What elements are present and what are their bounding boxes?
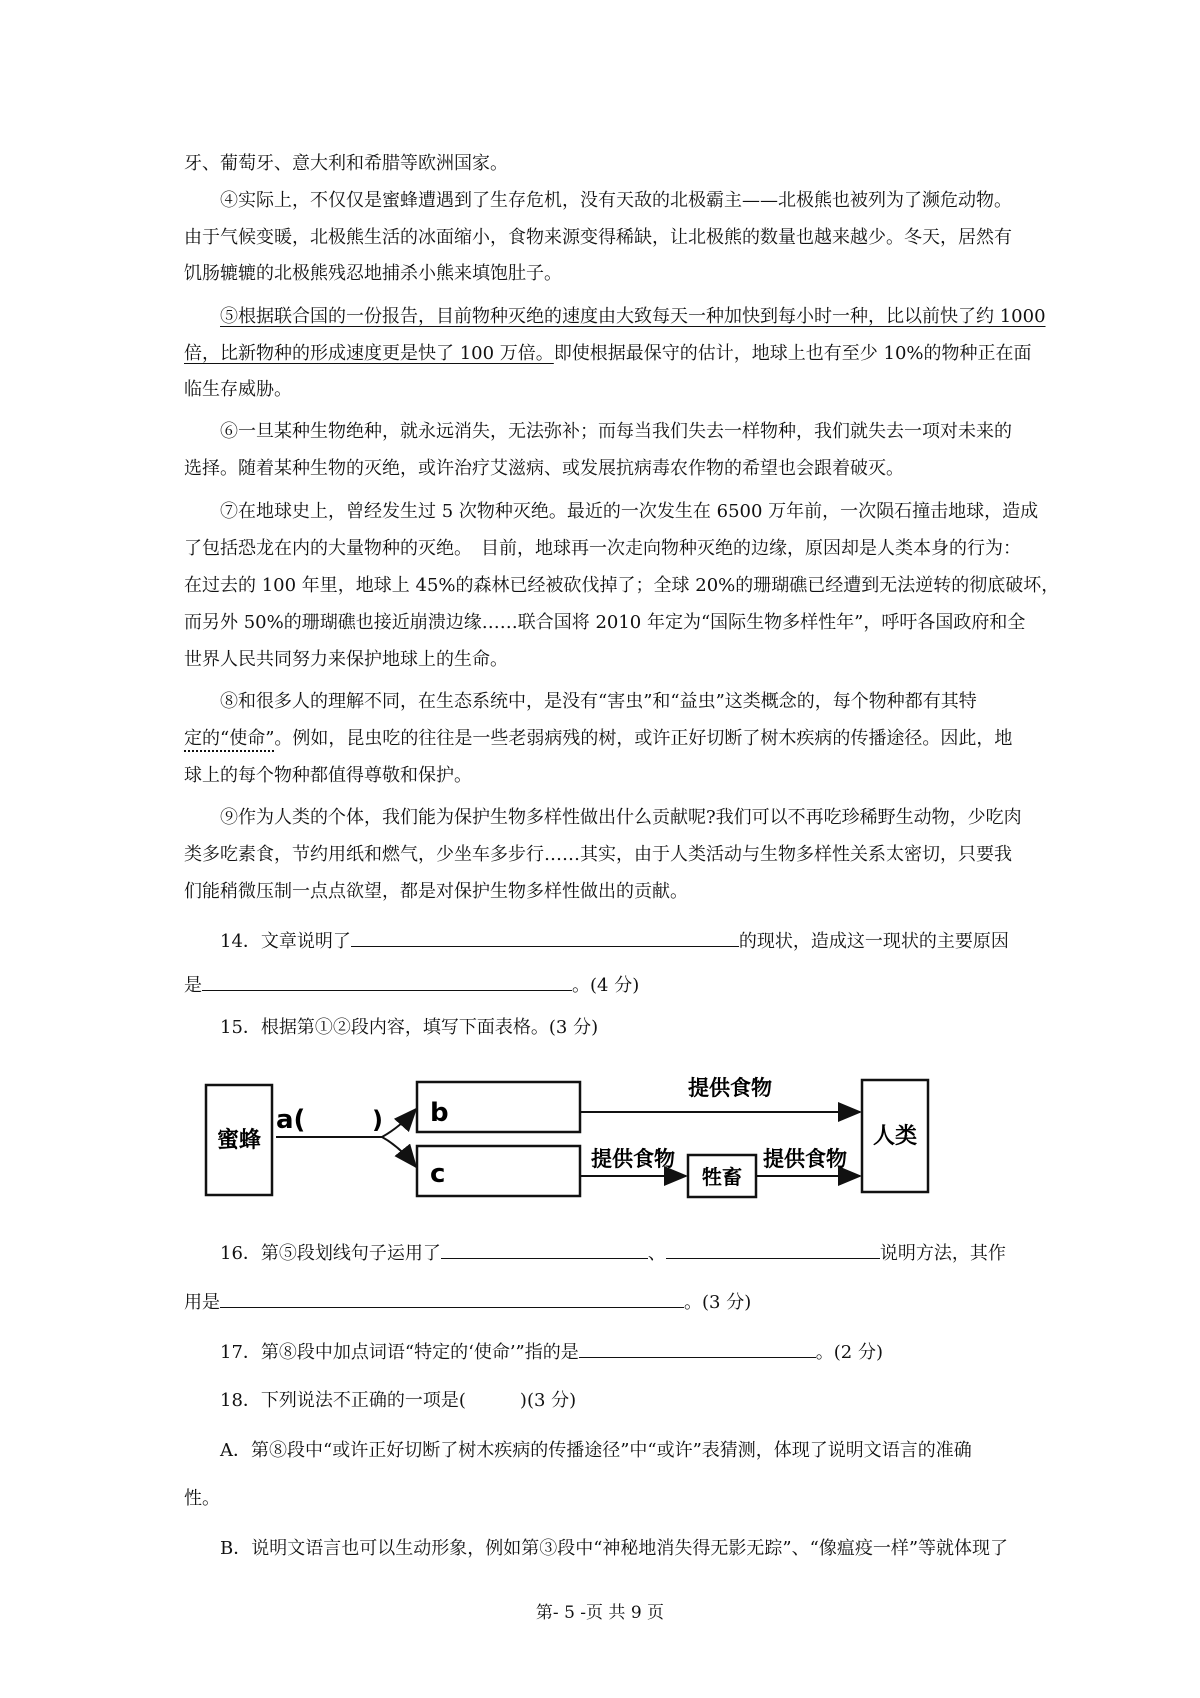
underlined-sentence-end: 倍，比新物种的形成速度更是快了 100 万倍。 [184,343,554,364]
question-16-score: 。(3 分) [684,1292,752,1313]
question-17-prompt: 17．第⑧段中加点词语“特定的‘使命’”指的是 [220,1342,579,1363]
paragraph-4-line: ④实际上，不仅仅是蜜蜂遭遇到了生存危机，没有天敌的北极霸主——北极熊也被列为了濒危动物。 [220,190,1012,211]
c-label: c [430,1159,446,1189]
a-blank-close: ) [372,1106,383,1134]
text-line: 了包括恐龙在内的大量物种的灭绝。 目前，地球再一次走向物种灭绝的边缘，原因却是人类本身的行为： [184,538,1021,559]
option-a-line-2: 性。 [184,1488,220,1509]
question-14-score: 。(4 分) [572,975,640,996]
text-line: 类多吃素食，节约用纸和燃气，少坐车多步行……其实，由于人类活动与生物多样性关系太密切，只要我 [184,844,1012,865]
paragraph-9-line: ⑨作为人类的个体，我们能为保护生物多样性做出什么贡献呢?我们可以不再吃珍稀野生动物，少吃肉 [220,807,1022,828]
humans-label: 人类 [872,1124,918,1149]
paragraph-5-underlined-line: ⑤根据联合国的一份报告，目前物种灭绝的速度由大致每天一种加快到每小时一种，比以前快了约 1000 [220,306,1046,327]
text-line: 饥肠辘辘的北极熊残忍地捕杀小熊来填饱肚子。 [184,263,562,284]
a-blank-open: a( [276,1105,306,1135]
question-14-prompt-cont: 是 [184,975,202,996]
b-label: b [430,1098,449,1128]
text-line: 而另外 50%的珊瑚礁也接近崩溃边缘……联合国将 2010 年定为“国际生物多样性年”，呼吁各国政府和全 [184,612,1026,633]
question-16-line-1 [220,1240,1006,1266]
text-line: 们能稍微压制一点点欲望，都是对保护生物多样性做出的贡献。 [184,881,688,902]
separator: 、 [647,1243,666,1264]
provide-food-label: 提供食物 [591,1147,675,1171]
question-16-prompt-cont: 说明方法，其作 [879,1243,1006,1264]
dotted-phrase: 定的“使命” [184,728,275,749]
option-a-line-1: A．第⑧段中“或许正好切断了树木疾病的传播途径”中“或许”表猜测，体现了说明文语言的准确 [220,1440,972,1461]
bee-food-chain-diagram [200,1055,1040,1205]
text-line: 牙、葡萄牙、意大利和希腊等欧洲国家。 [184,153,508,174]
paragraph-8-line: ⑧和很多人的理解不同，在生态系统中，是没有“害虫”和“益虫”这类概念的，每个物种都有其特 [220,691,977,712]
text-line: 由于气候变暖，北极熊生活的冰面缩小，食物来源变得稀缺，让北极熊的数量也越来越少。冬天，居然有 [184,227,1012,248]
paragraph-7-line: ⑦在地球史上，曾经发生过 5 次物种灭绝。最近的一次发生在 6500 万年前，一次陨石撞击地球，造成 [220,501,1039,522]
paragraph-6-line: ⑥一旦某种生物绝种，就永远消失，无法弥补；而每当我们失去一样物种，我们就失去一项对未来的 [220,421,1012,442]
paragraph-5-line [184,342,1032,366]
text-line: 世界人民共同努力来保护地球上的生命。 [184,649,508,670]
bee-label: 蜜蜂 [216,1128,262,1153]
question-16-prompt: 16．第⑤段划线句子运用了 [220,1243,441,1264]
option-b-line-1: B．说明文语言也可以生动形象，例如第③段中“神秘地消失得无影无踪”、“像瘟疫一样”等就体现了 [220,1538,1009,1559]
question-14-prompt: 14．文章说明了 [220,931,351,952]
arrow-to-c [382,1137,416,1167]
answer-blank-17[interactable] [579,1339,816,1358]
arrow-to-b [382,1109,416,1137]
text-line: 球上的每个物种都值得尊敬和保护。 [184,765,472,786]
question-14-line-2 [184,972,639,998]
question-15: 15．根据第①②段内容，填写下面表格。(3 分) [220,1017,599,1038]
answer-blank-16-3[interactable] [220,1289,684,1308]
answer-blank-14-2[interactable] [202,972,572,991]
question-17 [220,1339,883,1365]
text-line: 选择。随着某种生物的灭绝，或许治疗艾滋病、或发展抗病毒农作物的希望也会跟着破灭。 [184,458,904,479]
answer-blank-16-2[interactable] [666,1240,880,1259]
question-14-prompt-cont: 的现状，造成这一现状的主要原因 [738,931,1009,952]
answer-blank-16-1[interactable] [441,1240,648,1259]
page-footer: 第- 5 -页 共 9 页 [535,1603,665,1623]
text-line: 临生存威胁。 [184,379,292,400]
text-segment: 即使根据最保守的估计，地球上也有至少 10%的物种正在面 [553,343,1032,364]
livestock-label: 牲畜 [702,1165,742,1189]
question-16-prompt-cont: 用是 [184,1292,220,1313]
answer-blank-14-1[interactable] [351,928,739,947]
provide-food-label: 提供食物 [688,1076,772,1100]
paragraph-8-line [184,727,1012,751]
text-segment: 。例如，昆虫吃的往往是一些老弱病残的树，或许正好切断了树木疾病的传播途径。因此，地 [274,728,1013,749]
provide-food-label: 提供食物 [763,1147,847,1171]
question-16-line-2 [184,1289,751,1315]
question-18: 18．下列说法不正确的一项是( )(3 分) [220,1390,577,1411]
question-14-line-1 [220,928,1009,954]
question-17-score: 。(2 分) [815,1342,883,1363]
text-line: 在过去的 100 年里，地球上 45%的森林已经被砍伐掉了；全球 20%的珊瑚礁已经遭到无法逆转的彻底破坏， [184,575,1060,596]
